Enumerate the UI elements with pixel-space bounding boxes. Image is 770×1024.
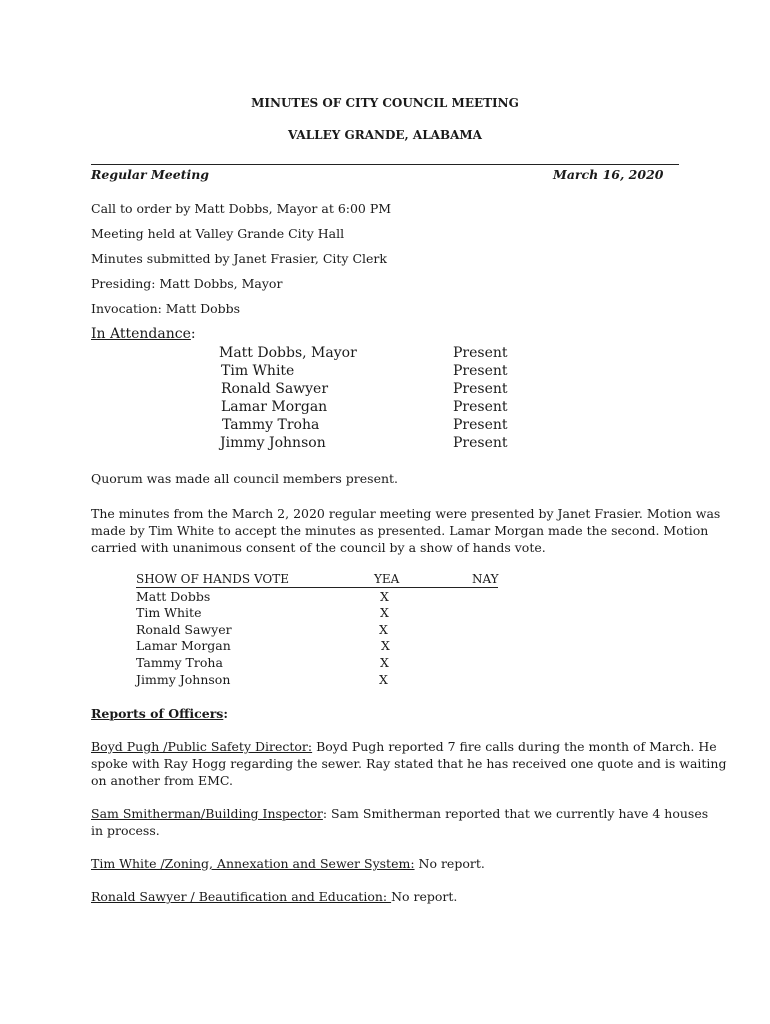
vote-name: Ronald Sawyer: [136, 622, 232, 637]
reports-heading-text: Reports of Officers: [91, 706, 224, 721]
vote-name: Lamar Morgan: [136, 638, 231, 653]
attendance-name: Matt Dobbs, Mayor: [219, 345, 357, 361]
report-line: [91, 806, 708, 822]
report-text: No report.: [391, 889, 458, 904]
attendance-status: Present: [453, 417, 508, 433]
vote-header-yea: YEA: [374, 572, 400, 586]
attendance-status: Present: [453, 435, 508, 451]
report-line: [91, 856, 485, 872]
vote-name: Matt Dobbs: [136, 589, 211, 604]
report-label: Tim White /Zoning, Annexation and Sewer System:: [91, 856, 415, 871]
reports-heading: [91, 706, 228, 722]
meeting-type: Regular Meeting: [91, 167, 210, 182]
attendance-name: Tammy Troha: [222, 417, 320, 433]
paragraph-line: made by Tim White to accept the minutes as presented. Lamar Morgan made the second. Motion: [91, 523, 709, 538]
report-text: No report.: [414, 856, 485, 871]
report-label: Ronald Sawyer / Beautification and Education:: [91, 889, 392, 904]
attendance-heading-colon: :: [190, 326, 196, 342]
report-line: [91, 739, 717, 755]
detail-submitted-by: Minutes submitted by Janet Frasier, City Clerk: [91, 251, 387, 266]
document-location: VALLEY GRANDE, ALABAMA: [288, 128, 482, 142]
report-label: Boyd Pugh /Public Safety Director:: [91, 739, 313, 754]
header-rule: [91, 164, 679, 165]
attendance-heading-text: In Attendance: [91, 326, 191, 342]
attendance-name: Tim White: [221, 363, 295, 379]
report-line: in process.: [91, 823, 160, 838]
reports-heading-colon: :: [223, 706, 228, 721]
report-text: : Sam Smitherman reported that we currently have 4 houses: [322, 806, 709, 821]
detail-call-to-order: Call to order by Matt Dobbs, Mayor at 6:00 PM: [91, 201, 392, 216]
vote-yea-mark: X: [380, 589, 389, 604]
detail-location: Meeting held at Valley Grande City Hall: [91, 226, 345, 241]
report-line: spoke with Ray Hogg regarding the sewer. Ray stated that he has received one quote and is waiting: [91, 756, 727, 771]
attendance-status: Present: [453, 363, 508, 379]
vote-yea-mark: X: [380, 655, 389, 670]
vote-yea-mark: X: [380, 605, 389, 620]
vote-yea-mark: X: [379, 672, 388, 687]
attendance-name: Ronald Sawyer: [221, 381, 329, 397]
report-line: [91, 889, 457, 905]
report-line: on another from EMC.: [91, 773, 233, 788]
vote-name: Tim White: [136, 605, 202, 620]
detail-presiding: Presiding: Matt Dobbs, Mayor: [91, 276, 283, 291]
vote-header-nay: NAY: [472, 572, 499, 586]
vote-table-header: [136, 572, 498, 588]
report-text: Boyd Pugh reported 7 fire calls during the month of March. He: [312, 739, 717, 754]
paragraph-line: The minutes from the March 2, 2020 regular meeting were presented by Janet Frasier. Motion was: [91, 506, 721, 521]
vote-yea-mark: X: [379, 622, 388, 637]
document-title: MINUTES OF CITY COUNCIL MEETING: [251, 96, 519, 110]
meeting-date: March 16, 2020: [553, 167, 664, 182]
detail-invocation: Invocation: Matt Dobbs: [91, 301, 241, 316]
vote-yea-mark: X: [381, 638, 390, 653]
vote-name: Jimmy Johnson: [136, 672, 231, 687]
vote-name: Tammy Troha: [136, 655, 223, 670]
quorum-statement: Quorum was made all council members present.: [91, 471, 399, 486]
attendance-heading: [91, 325, 196, 343]
attendance-status: Present: [453, 381, 508, 397]
attendance-status: Present: [453, 399, 508, 415]
attendance-status: Present: [453, 345, 508, 361]
vote-header-label: SHOW OF HANDS VOTE: [136, 572, 289, 586]
attendance-name: Lamar Morgan: [221, 399, 328, 415]
report-label: Sam Smitherman/Building Inspector: [91, 806, 323, 821]
attendance-name: Jimmy Johnson: [220, 435, 326, 451]
paragraph-line: carried with unanimous consent of the council by a show of hands vote.: [91, 540, 546, 555]
